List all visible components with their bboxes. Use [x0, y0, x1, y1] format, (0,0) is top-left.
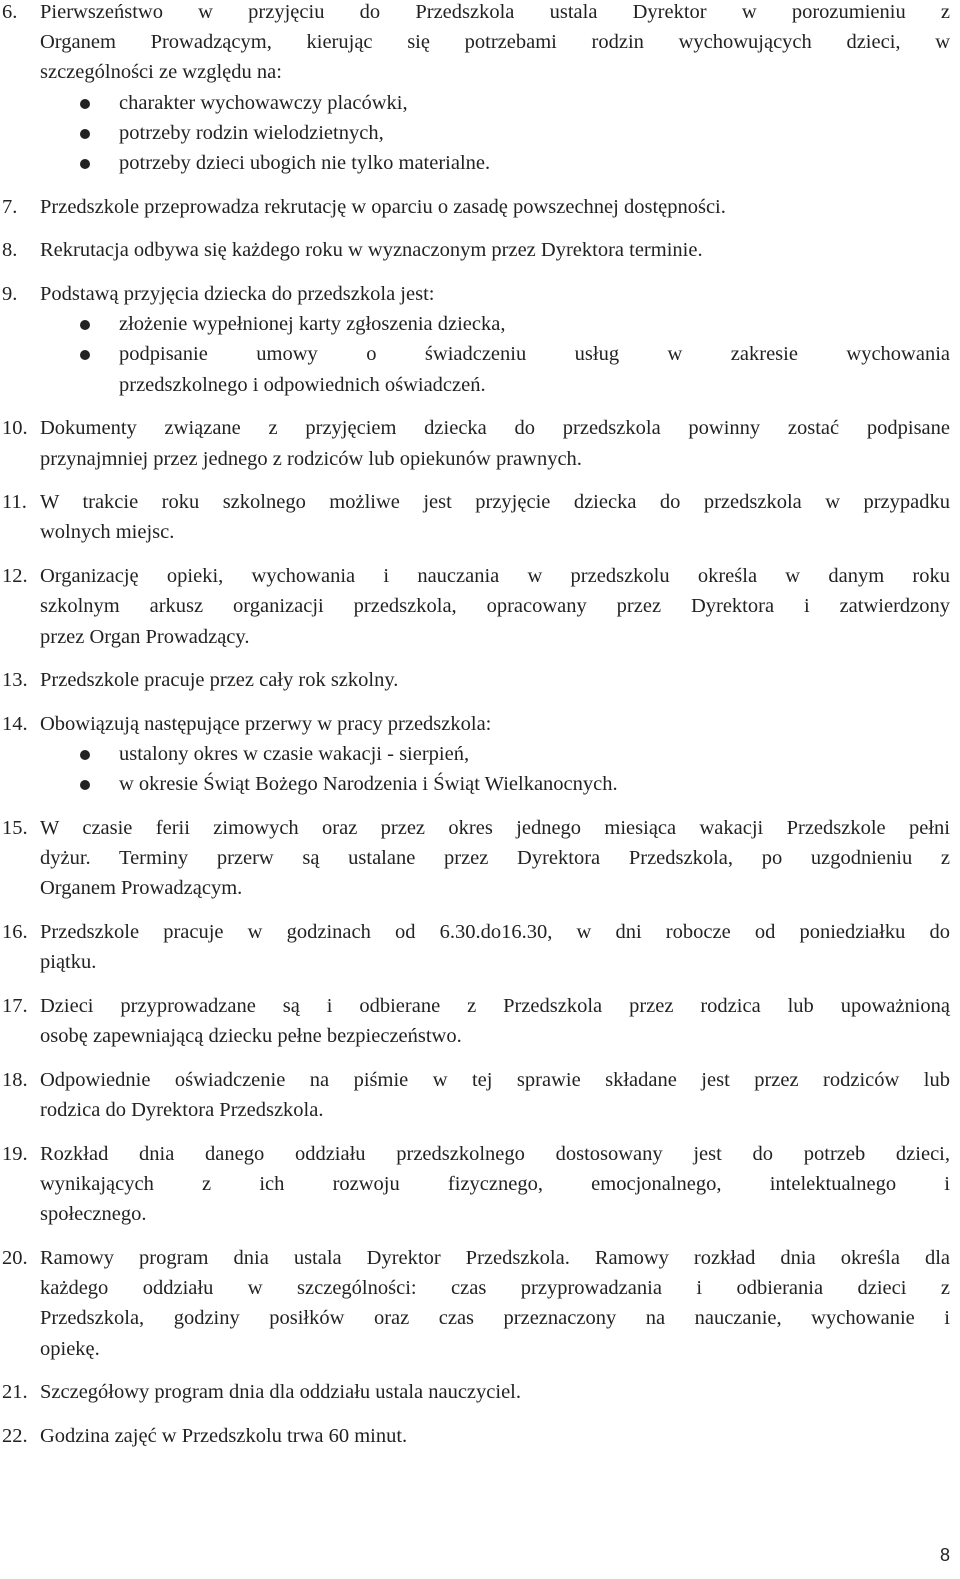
item-text-line: przez Organ Prowadzący. — [40, 625, 250, 648]
item-number: 12. — [2, 565, 28, 588]
item-number: 17. — [2, 995, 28, 1018]
bullet-text-line: złożenie wypełnionej karty zgłoszenia dziecka, — [119, 313, 506, 336]
bullet-icon — [80, 750, 90, 760]
item-text-line: W czasie ferii zimowych oraz przez okres jednego miesiąca wakacji Przedszkole pełni — [40, 817, 950, 840]
item-number: 13. — [2, 669, 28, 692]
item-text-line: Przedszkole pracuje w godzinach od 6.30.do16.30, w dni robocze od poniedziałku do — [40, 921, 950, 944]
bullet-icon — [80, 159, 90, 169]
item-text-line: Dzieci przyprowadzane są i odbierane z Przedszkola przez rodzica lub upoważnioną — [40, 995, 950, 1018]
item-number: 9. — [2, 283, 18, 306]
item-number: 21. — [2, 1381, 28, 1404]
item-text-line: szczególności ze względu na: — [40, 61, 282, 84]
bullet-text-line: w okresie Świąt Bożego Narodzenia i Świąt Wielkanocnych. — [119, 773, 618, 796]
item-text-line: Dokumenty związane z przyjęciem dziecka do przedszkola powinny zostać podpisane — [40, 417, 950, 440]
item-text-line: W trakcie roku szkolnego możliwe jest przyjęcie dziecka do przedszkola w przypadku — [40, 491, 950, 514]
item-text-line: Odpowiednie oświadczenie na piśmie w tej sprawie składane jest przez rodziców lub — [40, 1069, 950, 1091]
item-text-line: Organem Prowadzącym, kierując się potrzebami rodzin wychowujących dzieci, w — [40, 31, 950, 54]
item-text-line: każdego oddziału w szczególności: czas przyprowadzania i odbierania dzieci z — [40, 1277, 950, 1300]
item-number: 16. — [2, 921, 28, 944]
bullet-icon — [80, 350, 90, 360]
item-text-line: Rekrutacja odbywa się każdego roku w wyznaczonym przez Dyrektora terminie. — [40, 239, 703, 262]
item-number: 22. — [2, 1425, 28, 1447]
item-text-line: Godzina zajęć w Przedszkolu trwa 60 minut. — [40, 1425, 408, 1447]
bullet-icon — [80, 129, 90, 139]
item-text-line: piątku. — [40, 951, 97, 974]
item-text-line: Przedszkole pracuje przez cały rok szkolny. — [40, 669, 399, 692]
item-number: 10. — [2, 417, 28, 440]
item-text-line: Obowiązują następujące przerwy w pracy przedszkola: — [40, 713, 492, 735]
bullet-text-line: potrzeby dzieci ubogich nie tylko materialne. — [119, 152, 491, 174]
item-text-line: Podstawą przyjęcia dziecka do przedszkola jest: — [40, 283, 435, 306]
item-text-line: Rozkład dnia danego oddziału przedszkolnego dostosowany jest do potrzeb dzieci, — [40, 1142, 950, 1165]
item-number: 6. — [2, 1, 18, 23]
item-text-line: osobę zapewniającą dziecku pełne bezpieczeństwo. — [40, 1025, 462, 1048]
item-number: 19. — [2, 1142, 28, 1165]
item-text-line: Przedszkole przeprowadza rekrutację w oparciu o zasadę powszechnej dostępności. — [40, 195, 726, 218]
item-text-line: Organem Prowadzącym. — [40, 877, 243, 900]
bullet-text-line: przedszkolnego i odpowiednich oświadczeń. — [119, 373, 486, 396]
bullet-icon — [80, 780, 90, 790]
item-number: 8. — [2, 239, 18, 262]
bullet-text-line: charakter wychowawczy placówki, — [119, 91, 408, 114]
item-number: 15. — [2, 817, 28, 840]
item-number: 20. — [2, 1247, 28, 1269]
item-text-line: Szczegółowy program dnia dla oddziału ustala nauczyciel. — [40, 1381, 521, 1404]
item-text-line: społecznego. — [40, 1203, 147, 1226]
item-text-line: Przedszkola, godziny posiłków oraz czas przeznaczony na nauczanie, wychowanie i — [40, 1307, 950, 1330]
bullet-icon — [80, 99, 90, 109]
item-text-line: przynajmniej przez jednego z rodziców lub opiekunów prawnych. — [40, 447, 582, 470]
item-number: 18. — [2, 1069, 28, 1091]
page-number: 8 — [939, 1545, 950, 1565]
item-text-line: Pierwszeństwo w przyjęciu do Przedszkola ustala Dyrektor w porozumieniu z — [40, 1, 950, 23]
bullet-text-line: ustalony okres w czasie wakacji - sierpień, — [119, 743, 470, 766]
item-text-line: wynikających z ich rozwoju fizycznego, emocjonalnego, intelektualnego i — [40, 1173, 950, 1196]
bullet-text-line: potrzeby rodzin wielodzietnych, — [119, 121, 384, 144]
item-text-line: Organizację opieki, wychowania i nauczania w przedszkolu określa w danym roku — [40, 565, 950, 588]
item-number: 7. — [2, 195, 18, 218]
item-text-line: dyżur. Terminy przerw są ustalane przez Dyrektora Przedszkola, po uzgodnieniu z — [40, 847, 950, 870]
bullet-icon — [80, 320, 90, 330]
item-text-line: wolnych miejsc. — [40, 521, 175, 544]
item-number: 11. — [2, 491, 27, 514]
bullet-text-line: podpisanie umowy o świadczeniu usług w zakresie wychowania — [119, 343, 950, 366]
item-text-line: szkolnym arkusz organizacji przedszkola, opracowany przez Dyrektora i zatwierdzony — [40, 595, 950, 618]
item-number: 14. — [2, 713, 28, 735]
item-text-line: rodzica do Dyrektora Przedszkola. — [40, 1099, 324, 1122]
item-text-line: opiekę. — [40, 1337, 100, 1360]
item-text-line: Ramowy program dnia ustala Dyrektor Przedszkola. Ramowy rozkład dnia określa dla — [40, 1247, 950, 1269]
